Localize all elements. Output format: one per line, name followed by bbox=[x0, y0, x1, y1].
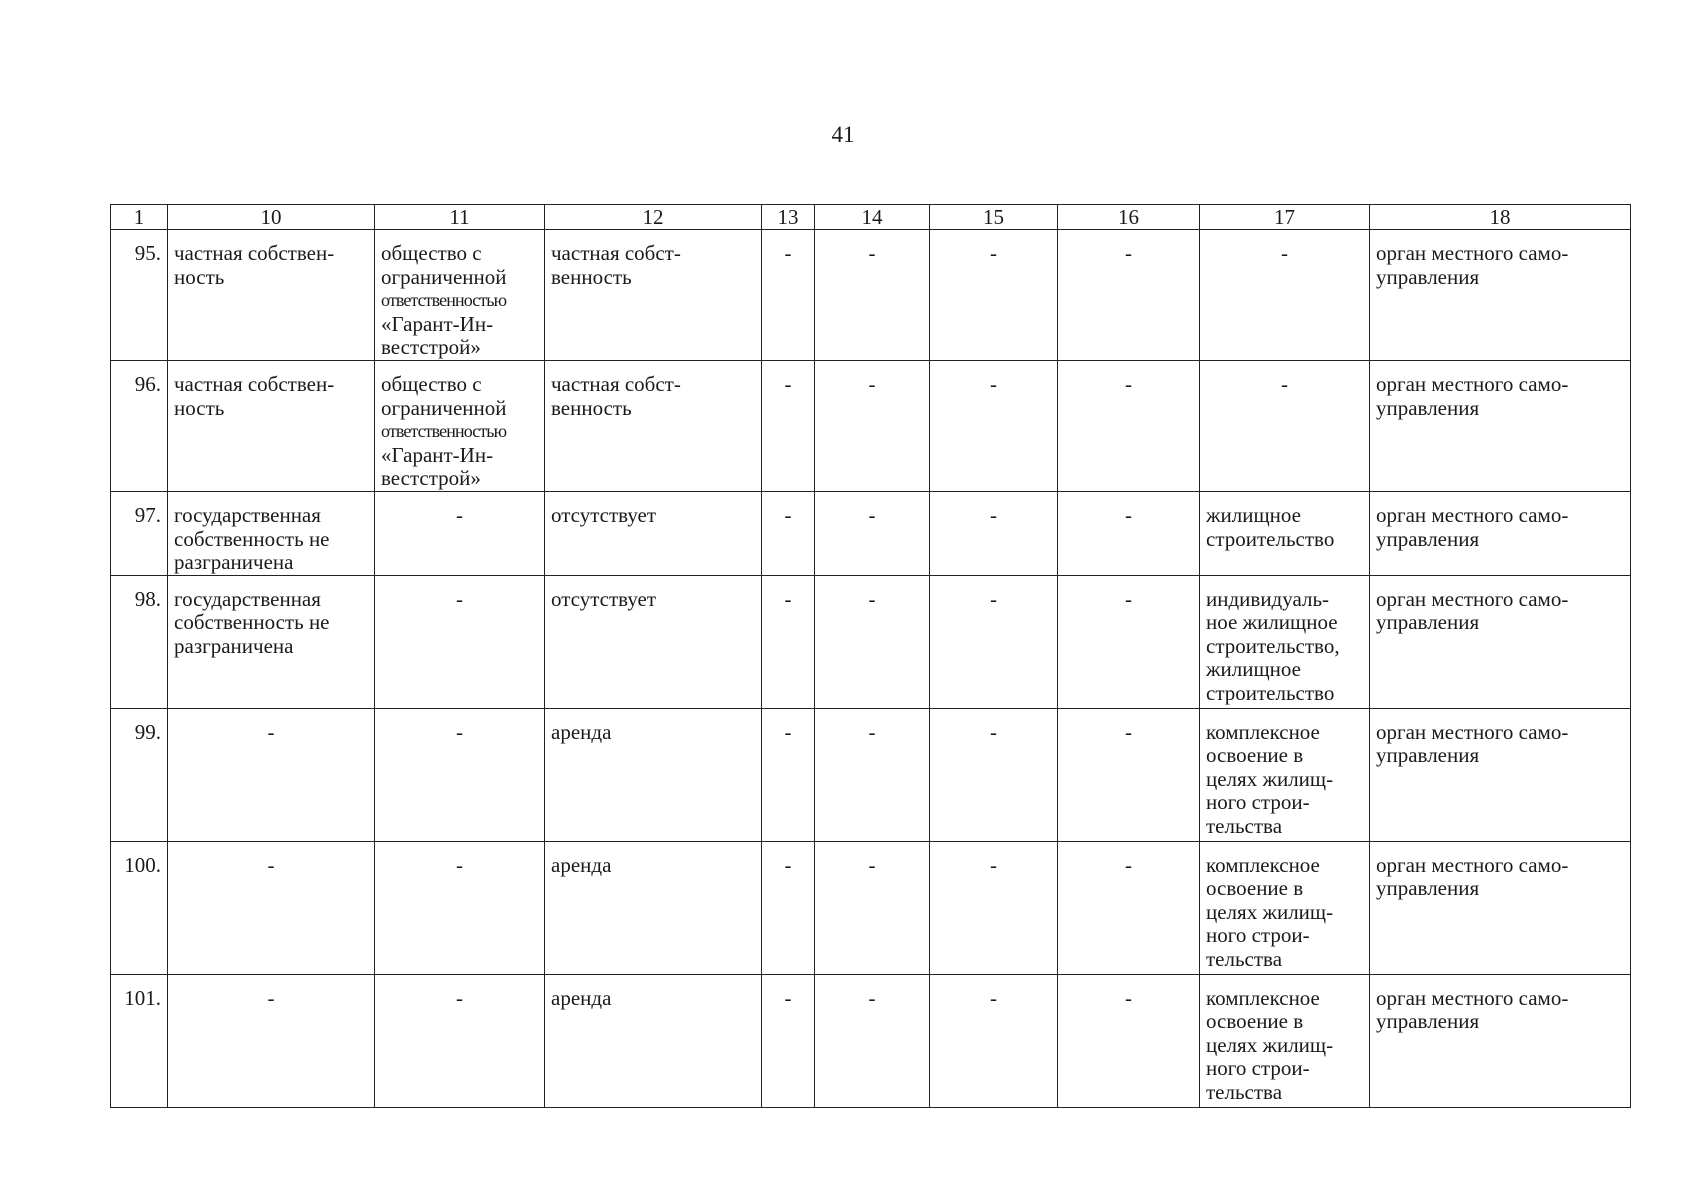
cell-text-line: целях жилищ- bbox=[1206, 1032, 1334, 1057]
cell-text-line: - bbox=[456, 985, 463, 1010]
cell-text-line: ного строи- bbox=[1206, 923, 1310, 947]
header-row bbox=[111, 205, 1631, 230]
table-body bbox=[111, 230, 1631, 1108]
cell-text-line: - bbox=[1125, 985, 1132, 1010]
row-number bbox=[111, 361, 168, 492]
header-col-1: 1 bbox=[111, 205, 168, 230]
cell-purpose bbox=[1200, 841, 1370, 974]
cell-col-15 bbox=[930, 841, 1058, 974]
cell-text-line: 99. bbox=[134, 719, 161, 744]
cell-text-line: собственность не bbox=[174, 526, 330, 551]
cell-authority bbox=[1370, 841, 1631, 974]
cell-text-line: - bbox=[990, 372, 997, 396]
cell-text-line: орган местного само- bbox=[1376, 852, 1569, 877]
header-col-14: 14 bbox=[815, 205, 930, 230]
cell-text-line: - bbox=[1125, 241, 1132, 265]
cell-text-line: управления bbox=[1376, 610, 1480, 634]
cell-purpose bbox=[1200, 361, 1370, 492]
row-number bbox=[111, 575, 168, 708]
cell-rightholder bbox=[375, 361, 545, 492]
cell-col-15 bbox=[930, 708, 1058, 841]
cell-text-line: венность bbox=[551, 395, 632, 420]
cell-text-line: - bbox=[1125, 719, 1132, 744]
cell-col-13 bbox=[762, 974, 815, 1107]
cell-text-line: - bbox=[784, 241, 792, 265]
cell-text-line: орган местного само- bbox=[1376, 372, 1569, 396]
row-number bbox=[111, 708, 168, 841]
cell-text-line: - bbox=[990, 586, 997, 611]
cell-text-line: ответственностью bbox=[381, 290, 507, 310]
cell-text-line: ответственностью bbox=[381, 421, 507, 441]
cell-text-line: - bbox=[784, 586, 792, 611]
cell-text-line: индивидуаль- bbox=[1206, 586, 1330, 611]
cell-purpose bbox=[1200, 974, 1370, 1107]
cell-text-line: - bbox=[1281, 241, 1288, 265]
cell-text-line: строительство bbox=[1206, 526, 1335, 551]
cell-ownership bbox=[168, 361, 375, 492]
cell-col-14 bbox=[815, 361, 930, 492]
cell-text-line: - bbox=[868, 852, 876, 877]
cell-text-line: освоение в bbox=[1206, 743, 1304, 767]
table-row bbox=[111, 230, 1631, 361]
cell-col-15 bbox=[930, 974, 1058, 1107]
cell-rightholder bbox=[375, 575, 545, 708]
header-col-17: 17 bbox=[1200, 205, 1370, 230]
cell-text-line: тельства bbox=[1206, 946, 1283, 971]
cell-text-line: разграничена bbox=[174, 633, 294, 658]
cell-text-line: 95. bbox=[134, 241, 161, 265]
cell-text-line: 96. bbox=[134, 372, 161, 396]
cell-text-line: тельства bbox=[1206, 813, 1283, 838]
header-col-18: 18 bbox=[1370, 205, 1631, 230]
cell-text-line: - bbox=[1125, 852, 1132, 877]
cell-text-line: ность bbox=[174, 264, 225, 289]
cell-text-line: - bbox=[784, 719, 792, 744]
cell-text-line: ного строи- bbox=[1206, 1056, 1310, 1080]
cell-authority bbox=[1370, 230, 1631, 361]
cell-text-line: ное жилищное bbox=[1206, 610, 1338, 634]
cell-rightholder bbox=[375, 708, 545, 841]
cell-text-line: «Гарант-Ин- bbox=[381, 442, 494, 467]
cell-col-14 bbox=[815, 841, 930, 974]
cell-text-line: - bbox=[868, 985, 876, 1010]
table-row bbox=[111, 974, 1631, 1107]
cell-text-line: - bbox=[456, 586, 463, 611]
cell-text-line: разграничена bbox=[174, 550, 294, 574]
cell-purpose bbox=[1200, 492, 1370, 576]
cell-col-16 bbox=[1058, 708, 1200, 841]
cell-text-line: орган местного само- bbox=[1376, 985, 1569, 1010]
cell-text-line: - bbox=[990, 852, 997, 877]
cell-text-line: «Гарант-Ин- bbox=[381, 311, 494, 336]
cell-text-line: - bbox=[868, 719, 876, 744]
cell-text-line: целях жилищ- bbox=[1206, 766, 1334, 791]
cell-text-line: управления bbox=[1376, 395, 1480, 420]
cell-col-13 bbox=[762, 708, 815, 841]
header-col-11: 11 bbox=[375, 205, 545, 230]
cell-col-13 bbox=[762, 575, 815, 708]
cell-right-type bbox=[545, 361, 762, 492]
cell-text-line: целях жилищ- bbox=[1206, 899, 1334, 924]
cell-text-line: комплексное bbox=[1206, 852, 1320, 877]
land-register-table bbox=[110, 204, 1631, 1108]
cell-text-line: комплексное bbox=[1206, 719, 1320, 744]
cell-text-line: отсутствует bbox=[551, 586, 657, 611]
cell-text-line: орган местного само- bbox=[1376, 241, 1569, 265]
cell-text-line: тельства bbox=[1206, 1079, 1283, 1104]
header-col-16: 16 bbox=[1058, 205, 1200, 230]
cell-col-13 bbox=[762, 492, 815, 576]
row-number bbox=[111, 230, 168, 361]
cell-col-15 bbox=[930, 575, 1058, 708]
cell-text-line: общество с bbox=[381, 372, 482, 396]
cell-text-line: - bbox=[868, 241, 876, 265]
cell-text-line: - bbox=[784, 503, 792, 527]
cell-text-line: управления bbox=[1376, 1009, 1480, 1033]
cell-text-line: - bbox=[990, 503, 997, 527]
row-number bbox=[111, 492, 168, 576]
cell-right-type bbox=[545, 492, 762, 576]
cell-text-line: собственность не bbox=[174, 610, 330, 634]
cell-text-line: - bbox=[456, 503, 463, 527]
cell-text-line: - bbox=[267, 719, 275, 744]
cell-text-line: освоение в bbox=[1206, 876, 1304, 900]
cell-text-line: государственная bbox=[174, 586, 321, 611]
cell-text-line: управления bbox=[1376, 743, 1480, 767]
cell-col-14 bbox=[815, 575, 930, 708]
cell-ownership bbox=[168, 230, 375, 361]
table-row bbox=[111, 361, 1631, 492]
table-row bbox=[111, 575, 1631, 708]
cell-text-line: - bbox=[990, 719, 997, 744]
cell-ownership bbox=[168, 708, 375, 841]
cell-text-line: - bbox=[784, 985, 792, 1010]
cell-text-line: - bbox=[456, 852, 463, 877]
cell-text-line: отсутствует bbox=[551, 503, 657, 527]
cell-text-line: 98. bbox=[134, 586, 161, 611]
cell-text-line: - bbox=[990, 241, 997, 265]
cell-text-line: ограниченной bbox=[381, 264, 507, 289]
header-col-15: 15 bbox=[930, 205, 1058, 230]
cell-authority bbox=[1370, 974, 1631, 1107]
page-number: 41 bbox=[831, 122, 855, 147]
cell-text-line: орган местного само- bbox=[1376, 586, 1569, 611]
cell-text-line: государственная bbox=[174, 503, 321, 527]
cell-col-13 bbox=[762, 361, 815, 492]
cell-text-line: ность bbox=[174, 395, 225, 420]
cell-text-line: строительство, bbox=[1206, 633, 1340, 658]
cell-right-type bbox=[545, 230, 762, 361]
cell-text-line: ограниченной bbox=[381, 395, 507, 420]
cell-text-line: - bbox=[1281, 372, 1288, 396]
cell-text-line: венность bbox=[551, 264, 632, 289]
cell-purpose bbox=[1200, 575, 1370, 708]
cell-text-line: 100. bbox=[124, 852, 161, 877]
cell-authority bbox=[1370, 575, 1631, 708]
cell-col-14 bbox=[815, 708, 930, 841]
cell-right-type bbox=[545, 575, 762, 708]
cell-text-line: орган местного само- bbox=[1376, 719, 1569, 744]
cell-purpose bbox=[1200, 708, 1370, 841]
cell-col-16 bbox=[1058, 974, 1200, 1107]
cell-text-line: вестстрой» bbox=[381, 466, 481, 490]
cell-text-line: частная собст- bbox=[551, 372, 681, 396]
cell-col-14 bbox=[815, 492, 930, 576]
cell-text-line: комплексное bbox=[1206, 985, 1320, 1010]
cell-ownership bbox=[168, 575, 375, 708]
cell-rightholder bbox=[375, 841, 545, 974]
cell-right-type bbox=[545, 974, 762, 1107]
cell-col-16 bbox=[1058, 492, 1200, 576]
cell-text-line: - bbox=[1125, 586, 1132, 611]
cell-ownership bbox=[168, 974, 375, 1107]
header-col-10: 10 bbox=[168, 205, 375, 230]
cell-text-line: - bbox=[267, 985, 275, 1010]
table-row bbox=[111, 708, 1631, 841]
cell-col-14 bbox=[815, 230, 930, 361]
cell-text-line: 101. bbox=[124, 985, 161, 1010]
table-row bbox=[111, 841, 1631, 974]
cell-ownership bbox=[168, 841, 375, 974]
cell-col-16 bbox=[1058, 361, 1200, 492]
cell-text-line: строительство bbox=[1206, 680, 1335, 705]
cell-text-line: освоение в bbox=[1206, 1009, 1304, 1033]
cell-text-line: управления bbox=[1376, 264, 1480, 289]
cell-col-15 bbox=[930, 361, 1058, 492]
cell-text-line: - bbox=[990, 985, 997, 1010]
cell-col-16 bbox=[1058, 575, 1200, 708]
cell-text-line: частная собст- bbox=[551, 241, 681, 265]
cell-right-type bbox=[545, 708, 762, 841]
cell-text-line: - bbox=[868, 372, 876, 396]
cell-col-15 bbox=[930, 492, 1058, 576]
cell-text-line: 97. bbox=[134, 503, 161, 527]
cell-text-line: - bbox=[868, 586, 876, 611]
header-col-13: 13 bbox=[762, 205, 815, 230]
table-row bbox=[111, 492, 1631, 576]
cell-text-line: частная собствен- bbox=[174, 372, 335, 396]
cell-rightholder bbox=[375, 492, 545, 576]
cell-text-line: - bbox=[784, 852, 792, 877]
cell-text-line: жилищное bbox=[1206, 503, 1301, 527]
cell-ownership bbox=[168, 492, 375, 576]
cell-text-line: общество с bbox=[381, 241, 482, 265]
cell-col-13 bbox=[762, 230, 815, 361]
row-number bbox=[111, 841, 168, 974]
cell-text-line: аренда bbox=[551, 719, 612, 744]
cell-text-line: орган местного само- bbox=[1376, 503, 1569, 527]
cell-text-line: частная собствен- bbox=[174, 241, 335, 265]
cell-text-line: аренда bbox=[551, 852, 612, 877]
cell-authority bbox=[1370, 492, 1631, 576]
cell-text-line: - bbox=[784, 372, 792, 396]
cell-authority bbox=[1370, 361, 1631, 492]
cell-text-line: управления bbox=[1376, 876, 1480, 900]
cell-authority bbox=[1370, 708, 1631, 841]
cell-text-line: ного строи- bbox=[1206, 790, 1310, 814]
cell-col-16 bbox=[1058, 230, 1200, 361]
cell-right-type bbox=[545, 841, 762, 974]
cell-text-line: вестстрой» bbox=[381, 335, 481, 359]
cell-purpose bbox=[1200, 230, 1370, 361]
row-number bbox=[111, 974, 168, 1107]
cell-text-line: - bbox=[868, 503, 876, 527]
cell-col-13 bbox=[762, 841, 815, 974]
cell-col-15 bbox=[930, 230, 1058, 361]
cell-text-line: управления bbox=[1376, 526, 1480, 551]
cell-rightholder bbox=[375, 974, 545, 1107]
cell-rightholder bbox=[375, 230, 545, 361]
cell-text-line: - bbox=[1125, 372, 1132, 396]
header-col-12: 12 bbox=[545, 205, 762, 230]
cell-text-line: аренда bbox=[551, 985, 612, 1010]
cell-text-line: - bbox=[267, 852, 275, 877]
cell-text-line: жилищное bbox=[1206, 657, 1301, 681]
cell-text-line: - bbox=[456, 719, 463, 744]
cell-col-14 bbox=[815, 974, 930, 1107]
cell-col-16 bbox=[1058, 841, 1200, 974]
cell-text-line: - bbox=[1125, 503, 1132, 527]
